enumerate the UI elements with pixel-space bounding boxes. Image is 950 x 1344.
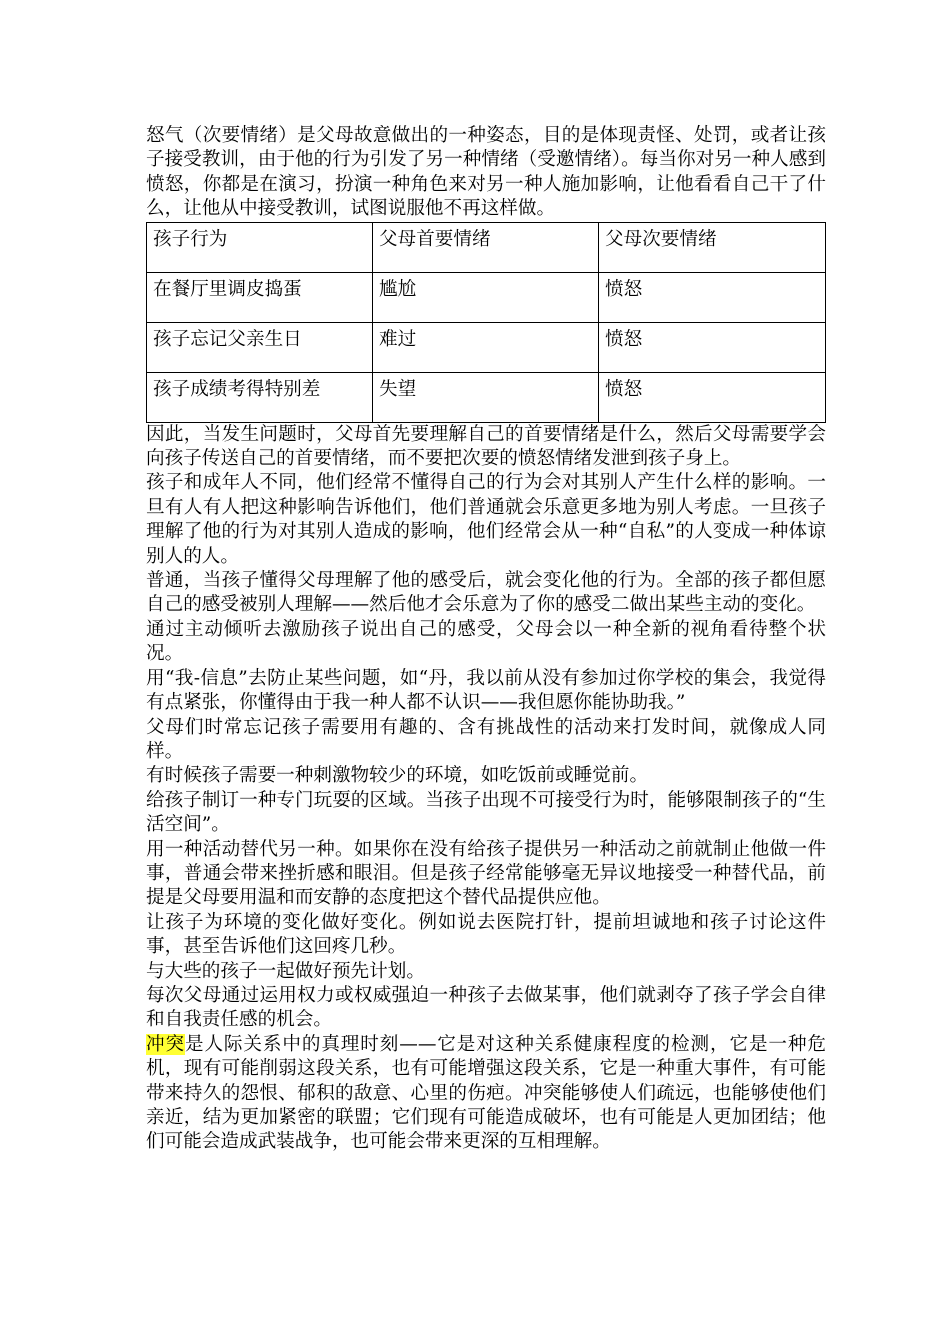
table-cell: 孩子忘记父亲生日 (147, 322, 373, 372)
paragraph-i-message: 用“我-信息”去防止某些问题，如“丹，我以前从没有参加过你学校的集会，我觉得有点紧张，你懂得由于我一种人都不认识——我但愿你能协助我。” (146, 667, 826, 714)
table-cell: 孩子成绩考得特别差 (147, 372, 373, 422)
table-cell: 愤怒 (599, 272, 826, 322)
highlighted-term: 冲突 (146, 1033, 185, 1055)
paragraph-impact-on-others: 孩子和成年人不同，他们经常不懂得自己的行为会对其别人产生什么样的影响。一旦有人有人把这种影响告诉他们，他们普通就会乐意更多地为别人考虑。一旦孩子理解了他的行为对其别人造成的影响，他们经常会从一种“自私”的人变成一种体谅别人的人。 (146, 472, 826, 567)
paragraph-power-authority: 每次父母通过运用权力或权威强迫一种孩子去做某事，他们就剥夺了孩子学会自律和自我责任感的机会。 (146, 984, 826, 1031)
header-secondary-emotion: 父母次要情绪 (599, 222, 826, 272)
paragraph-prepare-change: 让孩子为环境的变化做好变化。例如说去医院打针，提前坦诚地和孩子讨论这件事，甚至告诉他们这回疼几秒。 (146, 911, 826, 958)
emotion-table (146, 222, 826, 423)
document-body (146, 124, 826, 1155)
header-primary-emotion: 父母首要情绪 (373, 222, 599, 272)
paragraph-low-stimulus: 有时候孩子需要一种刺激物较少的环境，如吃饭前或睡觉前。 (146, 765, 649, 787)
paragraph-conflict (146, 1033, 826, 1155)
table-cell: 愤怒 (599, 322, 826, 372)
paragraph-substitute-activity: 用一种活动替代另一种。如果你在没有给孩子提供另一种活动之前就制止他做一件事，普通会带来挫折感和眼泪。但是孩子经常能够毫无异议地接受一种替代品，前提是父母要用温和而安静的态度把这个替代品提供应他。 (146, 838, 826, 909)
paragraph-activities: 父母们时常忘记孩子需要用有趣的、含有挑战性的活动来打发时间，就像成人同样。 (146, 716, 826, 762)
table-row (147, 372, 826, 422)
table-header-row (147, 222, 826, 272)
table-cell: 愤怒 (599, 372, 826, 422)
paragraph-understood-feelings: 普通，当孩子懂得父母理解了他的感受后，就会变化他的行为。全部的孩子都但愿自己的感受被别人理解——然后他才会乐意为了你的感受二做出某些主动的变化。 (146, 570, 826, 616)
paragraph-primary-emotion: 因此，当发生问题时，父母首先要理解自己的首要情绪是什么，然后父母需要学会向孩子传送自己的首要情绪，而不要把次要的愤怒情绪发泄到孩子身上。 (146, 423, 826, 470)
paragraph-play-area: 给孩子制订一种专门玩耍的区域。当孩子出现不可接受行为时，能够限制孩子的“生活空间”。 (146, 789, 826, 836)
table-cell: 尴尬 (373, 272, 599, 322)
intro-paragraph: 怒气（次要情绪）是父母故意做出的一种姿态，目的是体现责怪、处罚，或者让孩子接受教训，由于他的行为引发了另一种情绪（受邀情绪）。每当你对另一种人感到愤怒，你都是在演习，扮演一种角色来对另一种人施加影响，让他看看自己干了什么，让他从中接受教训，试图说服他不再这样做。 (146, 125, 826, 220)
table-row (147, 322, 826, 372)
table-cell: 在餐厅里调皮捣蛋 (147, 272, 373, 322)
paragraph-active-listening: 通过主动倾听去激励孩子说出自己的感受，父母会以一种全新的视角看待整个状况。 (146, 618, 826, 665)
table-cell: 失望 (373, 372, 599, 422)
table-row (147, 272, 826, 322)
header-child-behavior: 孩子行为 (147, 222, 373, 272)
conflict-text: 是人际关系中的真理时刻——它是对这种关系健康程度的检测，它是一种危机，现有可能削弱这段关系，也有可能增强这段关系，它是一种重大事件，有可能带来持久的怨恨、郁积的敌意、心里的伤疤。冲突能够使人们疏远，也能够使他们亲近，结为更加紧密的联盟；它们现有可能造成破坏，也有可能是人更加团结；他们可能会造成武装战争，也可能会带来更深的互相理解。 (146, 1033, 826, 1153)
table-cell: 难过 (373, 322, 599, 372)
paragraph-plan-ahead: 与大些的孩子一起做好预先计划。 (146, 960, 425, 982)
